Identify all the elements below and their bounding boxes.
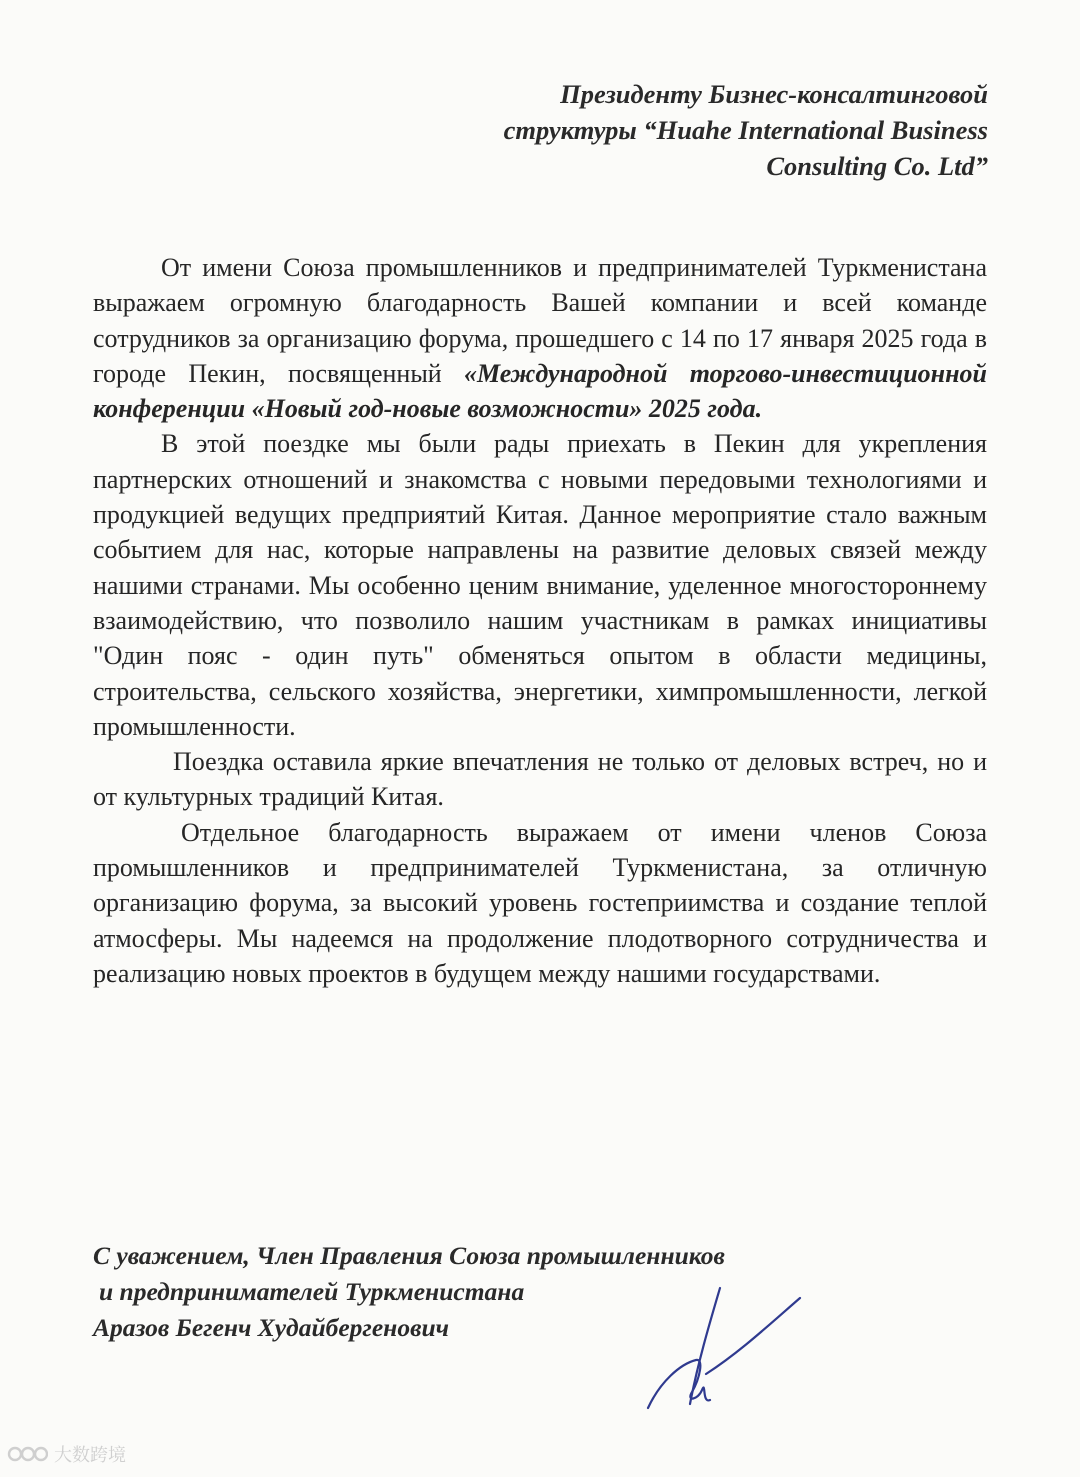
paragraph-1 [93,250,987,426]
watermark-logo-icon [6,1443,48,1465]
watermark [6,1441,126,1467]
handwritten-signature [640,1282,820,1412]
letter-body [93,250,987,991]
signatory-name: Аразов Бегенч Худайбергенович [93,1313,450,1342]
signature-stroke-3 [706,1298,800,1374]
addressee-line-3: Consulting Co. Ltd” [766,151,988,181]
paragraph-4: Отдельное благодарность выражаем от имени членов Союза промышленников и предпринимателей Туркменистана, за отличную организацию форума, за высокий уровень гостеприимства и создание теплой атмосферы. Мы надеемся на продолжение плодотворного сотрудничества и реализацию новых проектов в будущем между нашими государствами. [93,817,987,988]
paragraph-1-text: От имени Союза промышленников и предпринимателей Туркменистана выражаем огромную благодарность Вашей компании и всей команде сотрудников за организацию форума, прошедшего с 14 по 17 января 2025 года в городе Пекин, посвященный [93,253,987,388]
watermark-text: 大数跨境 [54,1445,126,1466]
closing-line-2: и предпринимателей Туркменистана [99,1277,525,1306]
conference-title: «Международной торгово-инвестиционной конференции «Новый год-новые возможности» 2025 года. [93,358,987,424]
paragraph-2: В этой поездке мы были рады приехать в Пекин для укрепления партнерских отношений и знакомства с новыми передовыми технологиями и продукцией ведущих предприятий Китая. Данное мероприятие стало важным событием для нас, которые направлены на развитие деловых связей между нашими странами. Мы особенно ценим внимание, уделенное многостороннему взаимодействию, что позволило нашим участникам в рамках инициативы "Один пояс - один путь" обменяться опытом в области медицины, строительства, сельского хозяйства, энергетики, химпромышленности, легкой промышленности. [93,429,987,741]
addressee-line-2: структуры “Huahe International Business [503,115,988,145]
signature-stroke-2 [648,1360,710,1408]
paragraph-3: Поездка оставила яркие впечатления не только от деловых встреч, но и от культурных традиций Китая. [93,747,987,812]
closing-line-1: С уважением, Член Правления Союза промышленников [93,1241,725,1270]
addressee-line-1: Президенту Бизнес-консалтинговой [560,79,988,109]
addressee-block [368,76,988,184]
